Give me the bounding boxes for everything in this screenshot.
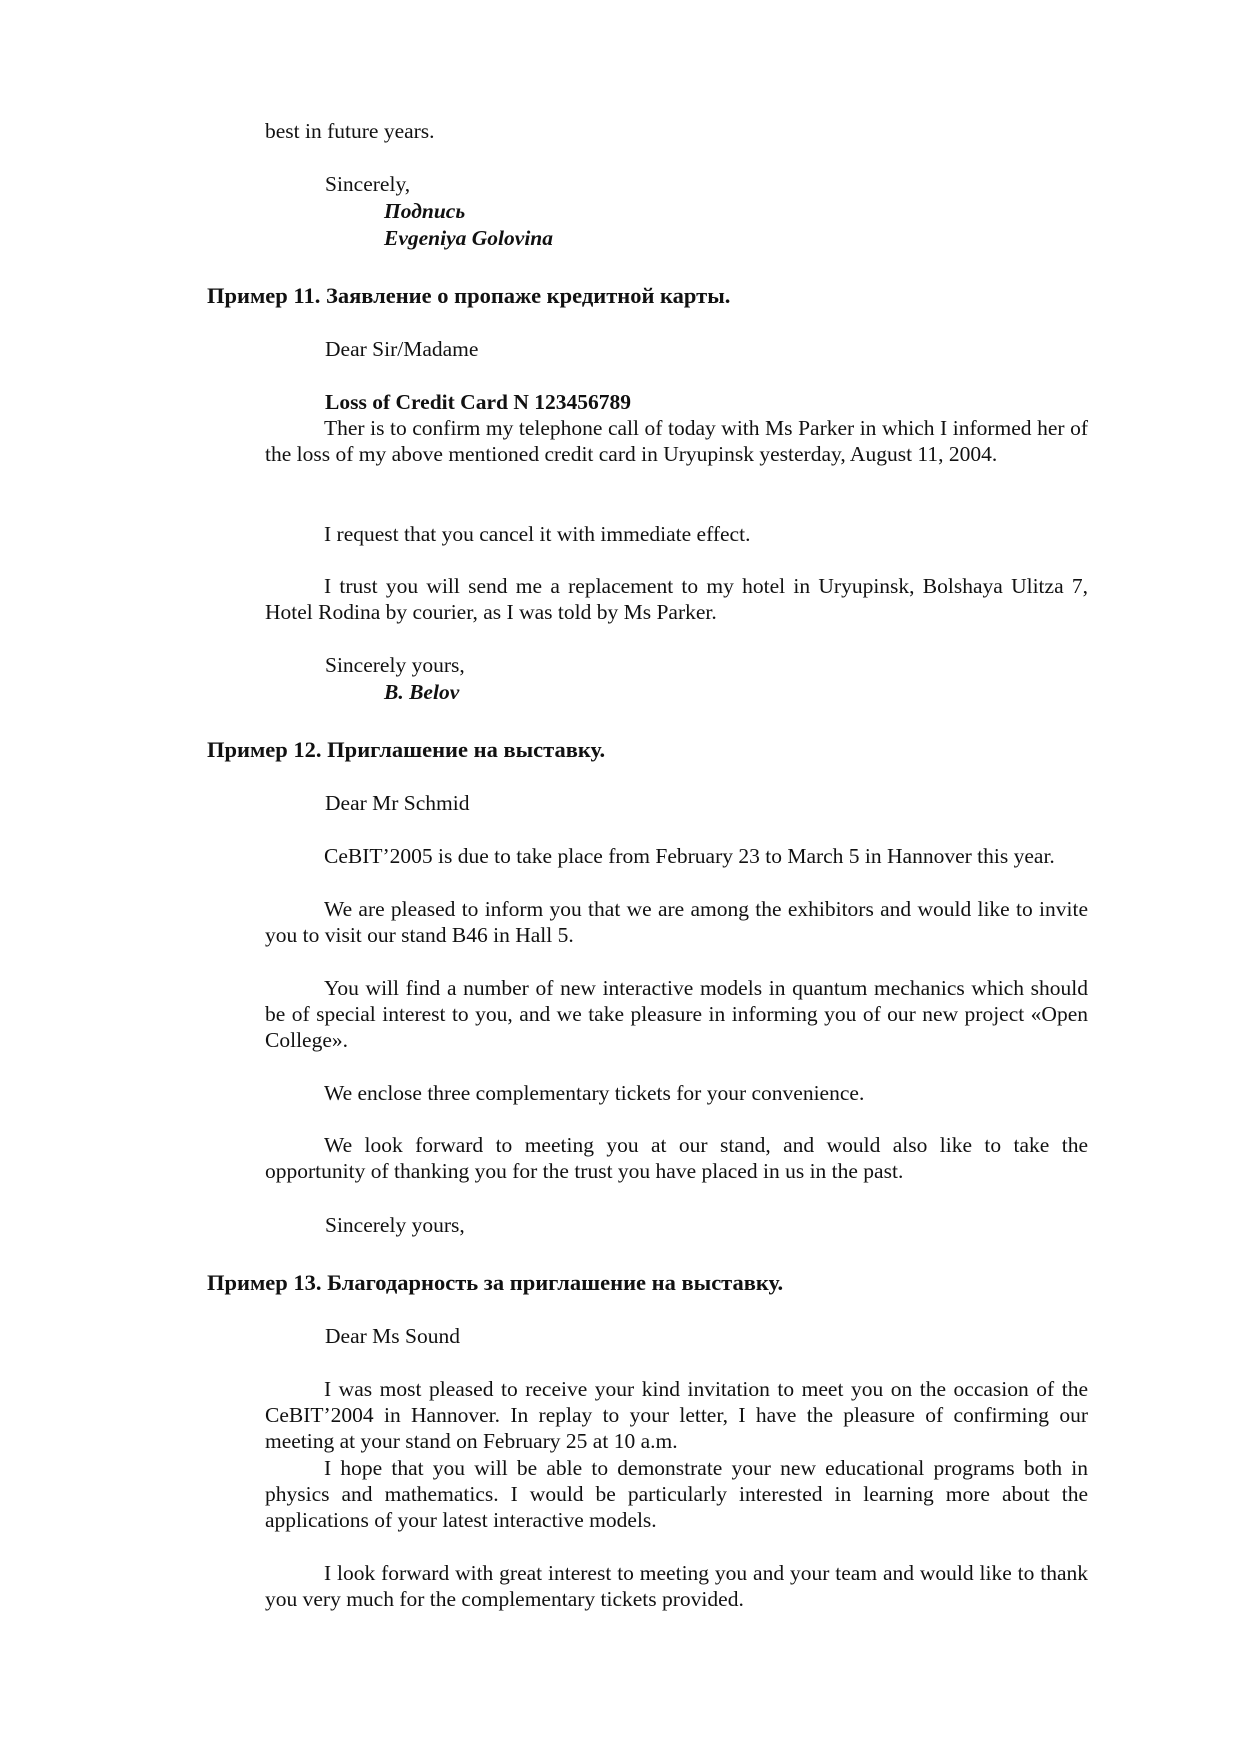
sign-off: Sincerely yours, [325,653,465,677]
letter-paragraph: I look forward with great interest to meeting you and your team and would like to thank you very much for the complementary tickets provided. [265,1561,1088,1611]
salutation: Dear Ms Sound [325,1324,460,1348]
salutation: Dear Mr Schmid [325,791,470,815]
letter-paragraph: I request that you cancel it with immediate effect. [324,522,751,546]
salutation: Dear Sir/Madame [325,337,479,361]
sign-off: Sincerely, [325,172,411,196]
sign-off: Sincerely yours, [325,1213,465,1237]
letter-paragraph: We enclose three complementary tickets for your convenience. [324,1081,865,1105]
signer-name: B. Belov [384,680,460,704]
example-11-heading: Пример 11. Заявление о пропаже кредитной карты. [207,283,731,308]
letter-paragraph: We look forward to meeting you at our stand, and would also like to take the opportunity of thanking you for the trust you have placed in us in the past. [265,1133,1088,1183]
closing-line: best in future years. [265,119,435,143]
letter-paragraph: I was most pleased to receive your kind invitation to meet you on the occasion of the CeBIT’2004 in Hannover. In replay to your letter, I have the pleasure of confirming our meeting at your stand on February 25 at 10 a.m. [265,1377,1088,1453]
signature-label: Подпись [384,199,466,223]
letter-paragraph: We are pleased to inform you that we are among the exhibitors and would like to invite you to visit our stand B46 in Hall 5. [265,897,1088,947]
signer-name: Evgeniya Golovina [384,226,553,250]
letter-paragraph: Ther is to confirm my telephone call of today with Ms Parker in which I informed her of the loss of my above mentioned credit card in Uryupinsk yesterday, August 11, 2004. [265,416,1088,466]
letter-subject: Loss of Credit Card N 123456789 [325,390,631,414]
letter-paragraph: I hope that you will be able to demonstrate your new educational programs both in physics and mathematics. I would be particularly interested in learning more about the applications of your latest interactive models. [265,1456,1088,1532]
letter-paragraph: CeBIT’2005 is due to take place from February 23 to March 5 in Hannover this year. [324,844,1055,868]
example-12-heading: Пример 12. Приглашение на выставку. [207,737,606,762]
letter-paragraph: I trust you will send me a replacement to my hotel in Uryupinsk, Bolshaya Ulitza 7, Hotel Rodina by courier, as I was told by Ms Parker. [265,574,1088,624]
letter-paragraph: You will find a number of new interactive models in quantum mechanics which should be of special interest to you, and we take pleasure in informing you of our new project «Open College». [265,976,1088,1052]
example-13-heading: Пример 13. Благодарность за приглашение на выставку. [207,1270,784,1295]
